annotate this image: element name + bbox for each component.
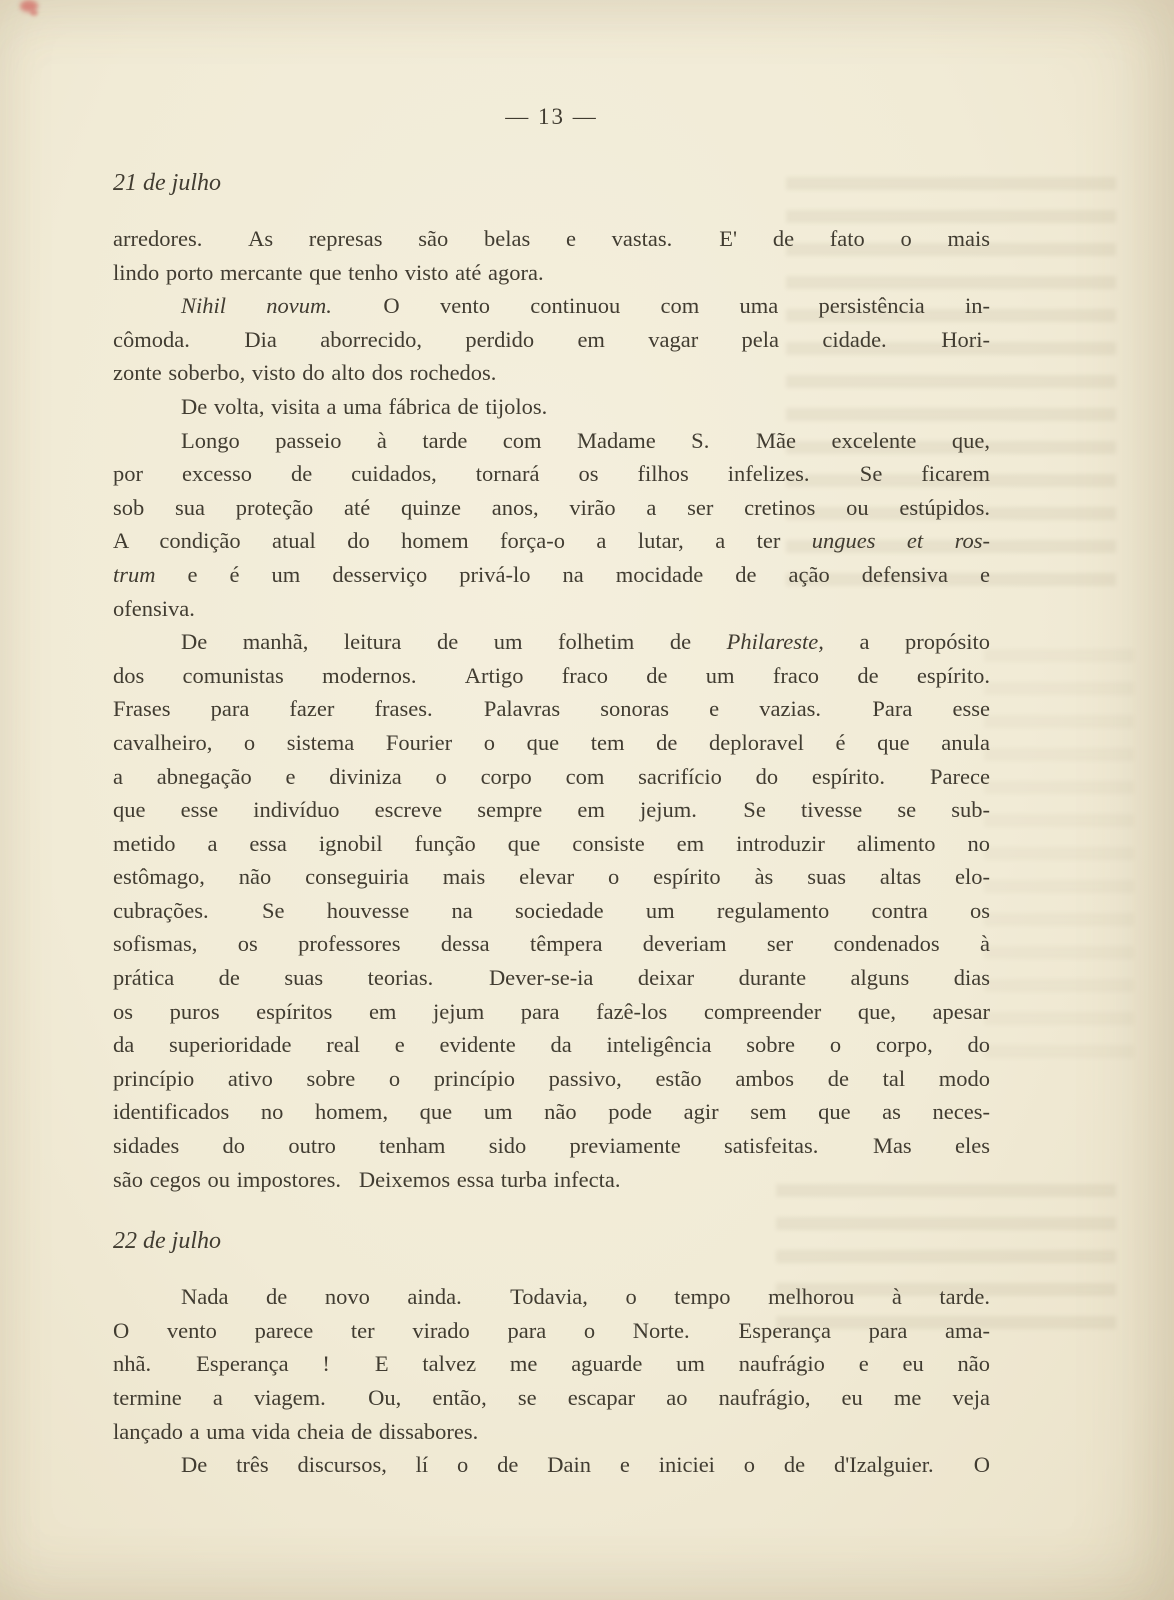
text-line	[113, 1095, 990, 1129]
text-segment: termine a viagem. Ou, então, se escapar ao naufrágio, eu me veja	[113, 1385, 990, 1410]
text-line	[113, 927, 990, 961]
text-segment: zonte soberbo, visto do alto dos rochedos.	[113, 360, 497, 386]
text-segment: O vento continuou com uma persistência in-	[331, 293, 990, 319]
text-segment: metido a essa ignobil função que consiste em introduzir alimento no	[113, 830, 990, 856]
text-line	[113, 827, 990, 861]
diary-entry	[113, 168, 990, 1196]
text-segment: Longo passeio à tarde com Madame S. Mãe excelente que,	[181, 427, 990, 453]
text-segment: De três discursos, lí o de Dain e iniciei o de d'Izalguier. O	[181, 1452, 990, 1478]
text-line	[113, 1129, 990, 1163]
text-line	[113, 659, 990, 693]
text-segment: lindo porto mercante que tenho visto até agora.	[113, 259, 544, 285]
italic-text: trum	[113, 561, 156, 587]
text-line	[113, 1415, 990, 1449]
text-line	[113, 894, 990, 928]
text-line	[113, 390, 990, 424]
text-line	[113, 760, 990, 794]
text-segment: arredores. As represas são belas e vastas. E' de fato o mais	[113, 226, 990, 251]
text-segment: sofismas, os professores dessa têmpera deveriam ser condenados à	[113, 931, 990, 957]
text-line	[113, 222, 990, 256]
text-segment: identificados no homem, que um não pode agir sem que as neces-	[113, 1099, 990, 1125]
text-line	[113, 1163, 990, 1197]
text-segment: por excesso de cuidados, tornará os filhos infelizes. Se ficarem	[113, 461, 990, 487]
text-segment: lançado a uma vida cheia de dissabores.	[113, 1418, 479, 1444]
text-line	[113, 457, 990, 491]
diary-entry-body	[113, 222, 990, 1196]
text-line	[113, 491, 990, 525]
reverse-page-show-through	[984, 640, 1134, 1060]
text-segment: dos comunistas modernos. Artigo fraco de um fraco de espírito.	[113, 662, 990, 688]
text-segment: nhã. Esperança ! E talvez me aguarde um naufrágio e eu não	[113, 1351, 990, 1377]
diary-date-heading: 22 de julho	[113, 1228, 221, 1255]
text-line	[113, 1347, 990, 1381]
text-line	[113, 1448, 990, 1482]
text-line	[113, 1314, 990, 1348]
text-line	[113, 692, 990, 726]
text-line	[113, 961, 990, 995]
text-column	[113, 0, 990, 1482]
text-segment: cubrações. Se houvesse na sociedade um regulamento contra os	[113, 897, 990, 923]
red-ink-smudge	[20, 0, 38, 12]
text-line	[113, 1028, 990, 1062]
text-line	[113, 592, 990, 626]
text-segment: a abnegação e diviniza o corpo com sacrifício do espírito. Parece	[113, 763, 990, 789]
paragraph	[113, 289, 990, 390]
text-segment: da superioridade real e evidente da inteligência sobre o corpo, do	[113, 1032, 990, 1058]
paragraph	[113, 1448, 990, 1482]
paragraph	[113, 390, 990, 424]
italic-text: ungues et ros-	[811, 528, 990, 554]
text-segment: sidades do outro tenham sido previamente satisfeitas. Mas eles	[113, 1133, 990, 1159]
text-segment: De manhã, leitura de um folhetim de	[181, 629, 727, 655]
italic-text: Philareste,	[726, 629, 824, 655]
text-line	[113, 1381, 990, 1415]
text-line	[113, 356, 990, 390]
text-line	[113, 323, 990, 357]
text-line	[113, 625, 990, 659]
text-segment: a propósito	[823, 629, 990, 655]
text-line	[113, 558, 990, 592]
paragraph	[113, 625, 990, 1196]
page-number: — 13 —	[505, 104, 598, 129]
diary-entry-body	[113, 1280, 990, 1482]
text-line	[113, 256, 990, 290]
text-segment: sob sua proteção até quinze anos, virão a ser cretinos ou estúpidos.	[113, 494, 990, 520]
text-segment: Frases para fazer frases. Palavras sonoras e vazias. Para esse	[113, 696, 990, 722]
text-line	[113, 726, 990, 760]
diary-date-heading: 21 de julho	[113, 170, 221, 196]
text-line	[113, 424, 990, 458]
text-segment: estômago, não conseguiria mais elevar o espírito às suas altas elo-	[113, 864, 990, 890]
text-line	[113, 860, 990, 894]
paragraph	[113, 424, 990, 626]
text-line	[113, 1280, 990, 1314]
text-segment: De volta, visita a uma fábrica de tijolos.	[181, 393, 548, 419]
red-ink-smudge-small	[30, 10, 38, 16]
text-line	[113, 793, 990, 827]
text-segment: cavalheiro, o sistema Fourier o que tem de deploravel é que anula	[113, 729, 990, 755]
text-line	[113, 289, 990, 323]
diary-entry	[113, 1226, 990, 1482]
paragraph	[113, 222, 990, 289]
text-segment: O vento parece ter virado para o Norte. Esperança para ama-	[113, 1317, 990, 1343]
text-segment: e é um desserviço privá-lo na mocidade de ação defensiva e	[155, 561, 990, 587]
text-line	[113, 1062, 990, 1096]
text-segment: são cegos ou impostores. Deixemos essa turba infecta.	[113, 1166, 621, 1192]
text-segment: Nada de novo ainda. Todavia, o tempo melhorou à tarde.	[181, 1284, 990, 1310]
paragraph	[113, 1280, 990, 1448]
text-segment: cômoda. Dia aborrecido, perdido em vagar pela cidade. Hori-	[113, 326, 990, 352]
italic-text: Nihil novum.	[181, 293, 332, 319]
text-segment: A condição atual do homem força-o a lutar, a ter	[113, 528, 812, 554]
text-segment: que esse indivíduo escreve sempre em jejum. Se tivesse se sub-	[113, 797, 990, 823]
text-segment: os puros espíritos em jejum para fazê-los compreender que, apesar	[113, 998, 990, 1024]
text-segment: prática de suas teorias. Dever-se-ia deixar durante alguns dias	[113, 965, 990, 991]
text-line	[113, 995, 990, 1029]
text-line	[113, 524, 990, 558]
text-segment: princípio ativo sobre o princípio passivo, estão ambos de tal modo	[113, 1065, 990, 1091]
text-segment: ofensiva.	[113, 595, 195, 621]
page-content	[113, 168, 990, 1482]
